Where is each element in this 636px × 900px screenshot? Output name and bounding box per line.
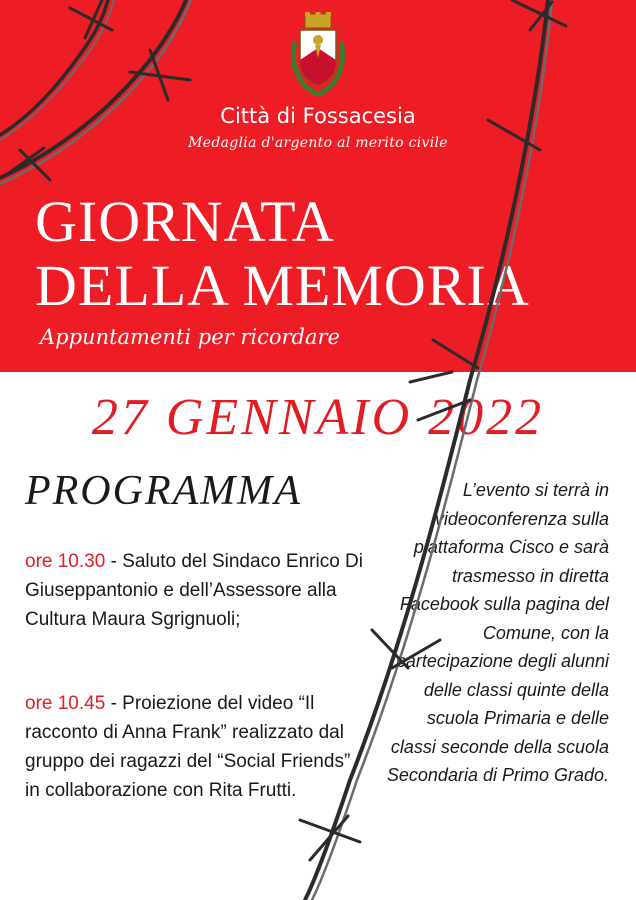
coat-of-arms-icon <box>285 12 351 98</box>
medal-subtitle: Medaglia d'argento al merito civile <box>188 135 448 151</box>
program-item-time: ore 10.30 <box>25 551 106 572</box>
programma-heading: PROGRAMMA <box>25 468 302 514</box>
program-item <box>25 547 370 634</box>
event-subtitle: Appuntamenti per ricordare <box>40 325 340 349</box>
event-notice: L’evento si terrà in videoconferenza sulla piattaforma Cisco e sarà trasmesso in diretta Facebook sulla pagina del Comune, con la partecipazione degli alunni delle classi quinte della scuola Primaria e delle classi seconde della scuola Secondaria di Primo Grado. <box>386 480 609 785</box>
title-line-1: GIORNATA <box>35 189 335 254</box>
program-item-text: - Saluto del Sindaco Enrico Di Giuseppantonio e dell’Assessore alla Cultura Maura Sgrignuoli; <box>25 551 363 630</box>
event-date: 27 GENNAIO 2022 <box>91 389 545 446</box>
city-name: Città di Fossacesia <box>220 104 416 128</box>
program-item <box>25 689 370 805</box>
title-line-2: DELLA MEMORIA <box>35 253 530 318</box>
program-item-time: ore 10.45 <box>25 693 106 714</box>
program-item-text: - Proiezione del video “Il racconto di Anna Frank” realizzato dal gruppo dei ragazzi del “Social Friends” in collaborazione con Rita Frutti. <box>25 693 351 801</box>
